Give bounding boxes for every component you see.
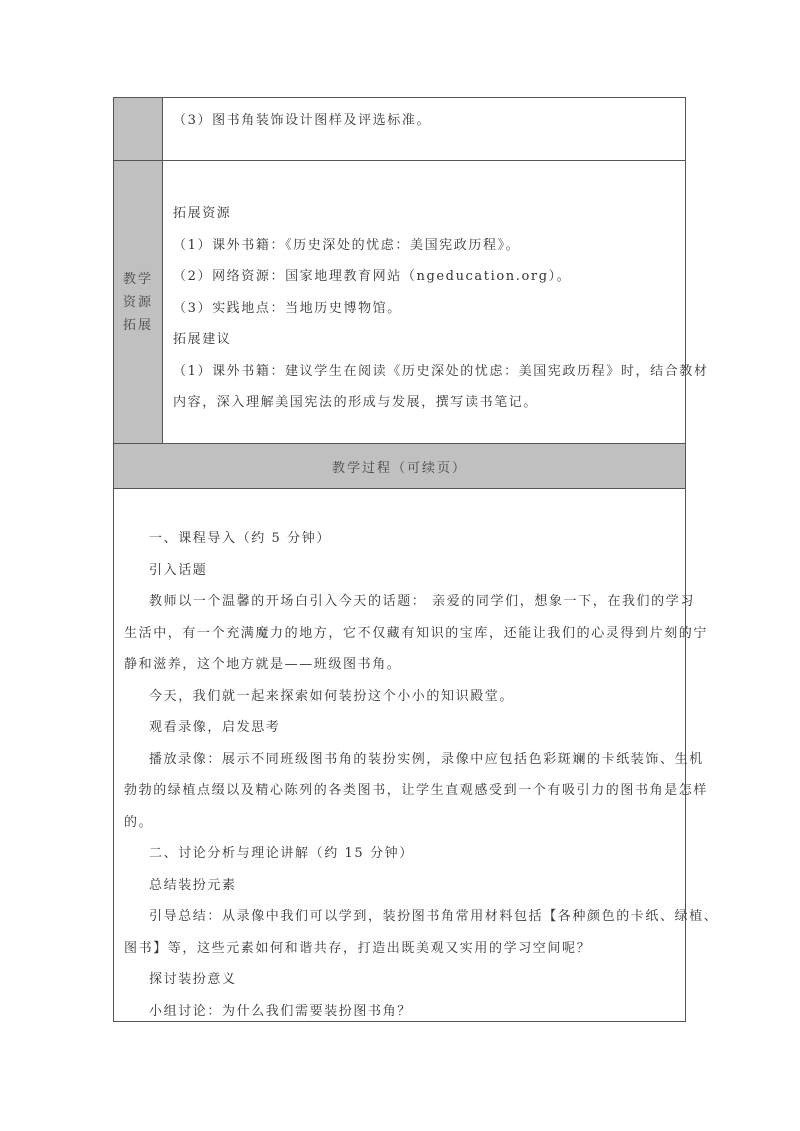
label-line-3: 拓展 — [123, 317, 154, 333]
materials-label-cell — [114, 98, 163, 160]
resource-item-3: （3）实践地点：当地历史博物馆。 — [173, 300, 402, 316]
process-content-cell — [114, 489, 728, 1021]
materials-item-3: （3）图书角装饰设计图样及评选标准。 — [173, 113, 432, 128]
resources-extension-content-cell — [163, 161, 718, 443]
suggestion-item-1-line-2: 内容，深入理解美国宪法的形成与发展，撰写读书笔记。 — [173, 395, 539, 410]
intro-paragraph-line-2: 生活中，有一个充满魔力的地方，它不仅藏有知识的宝库，还能让我们的心灵得到片刻的宁 — [124, 625, 709, 641]
process-header-row — [114, 444, 685, 489]
process-header: 教学过程（可续页） — [331, 460, 467, 476]
materials-content-cell — [163, 98, 685, 160]
video-paragraph-line-3: 的。 — [124, 814, 154, 830]
lesson-plan-table — [113, 97, 719, 1022]
video-paragraph-line-1: 播放录像：展示不同班级图书角的装扮实例，录像中应包括色彩斑斓的卡纸装饰、生机 — [149, 751, 704, 767]
process-body-row — [114, 489, 719, 1021]
intro-paragraph-2: 今天，我们就一起来探索如何装扮这个小小的知识殿堂。 — [149, 688, 515, 704]
materials-row — [114, 98, 685, 161]
subsection-elements-title: 总结装扮元素 — [149, 877, 237, 893]
label-line-1: 教学 — [123, 271, 154, 287]
resources-extension-label — [123, 268, 153, 337]
suggestion-item-1-line-1: （1）课外书籍：建议学生在阅读《历史深处的忧虑：美国宪政历程》时，结合教材 — [173, 363, 709, 379]
resource-item-1: （1）课外书籍：《历史深处的忧虑：美国宪政历程》。 — [173, 237, 521, 253]
section-1-title: 一、课程导入（约 5 分钟） — [149, 531, 331, 546]
resources-heading: 拓展资源 — [173, 206, 232, 221]
video-paragraph-line-2: 勃勃的绿植点缀以及精心陈列的各类图书，让学生直观感受到一个有吸引力的图书角是怎样 — [124, 783, 709, 798]
resources-extension-row — [114, 161, 709, 444]
subsection-intro-topic-title: 引入话题 — [149, 562, 208, 578]
subsection-video-title: 观看录像，启发思考 — [149, 720, 281, 735]
label-line-2: 资源 — [123, 294, 154, 310]
resources-extension-label-cell — [114, 161, 163, 443]
resource-item-2: （2）网络资源：国家地理教育网站（ngeducation.org）。 — [173, 269, 572, 284]
subsection-significance-title: 探讨装扮意义 — [149, 972, 237, 987]
intro-paragraph-line-1: 教师以一个温馨的开场白引入今天的话题： 亲爱的同学们，想象一下，在我们的学习 — [149, 594, 695, 609]
suggestions-heading: 拓展建议 — [173, 332, 232, 347]
section-2-title: 二、讨论分析与理论讲解（约 15 分钟） — [149, 846, 414, 861]
elements-paragraph-line-2: 图书】等，这些元素如何和谐共存，打造出既美观又实用的学习空间呢？ — [124, 940, 592, 956]
intro-paragraph-line-3: 静和滋养，这个地方就是——班级图书角。 — [124, 657, 402, 672]
significance-paragraph: 小组讨论：为什么我们需要装扮图书角？ — [149, 1003, 412, 1019]
elements-paragraph-line-1: 引导总结：从录像中我们可以学到，装扮图书角常用材料包括【各种颜色的卡纸、绿植、 — [149, 909, 719, 924]
